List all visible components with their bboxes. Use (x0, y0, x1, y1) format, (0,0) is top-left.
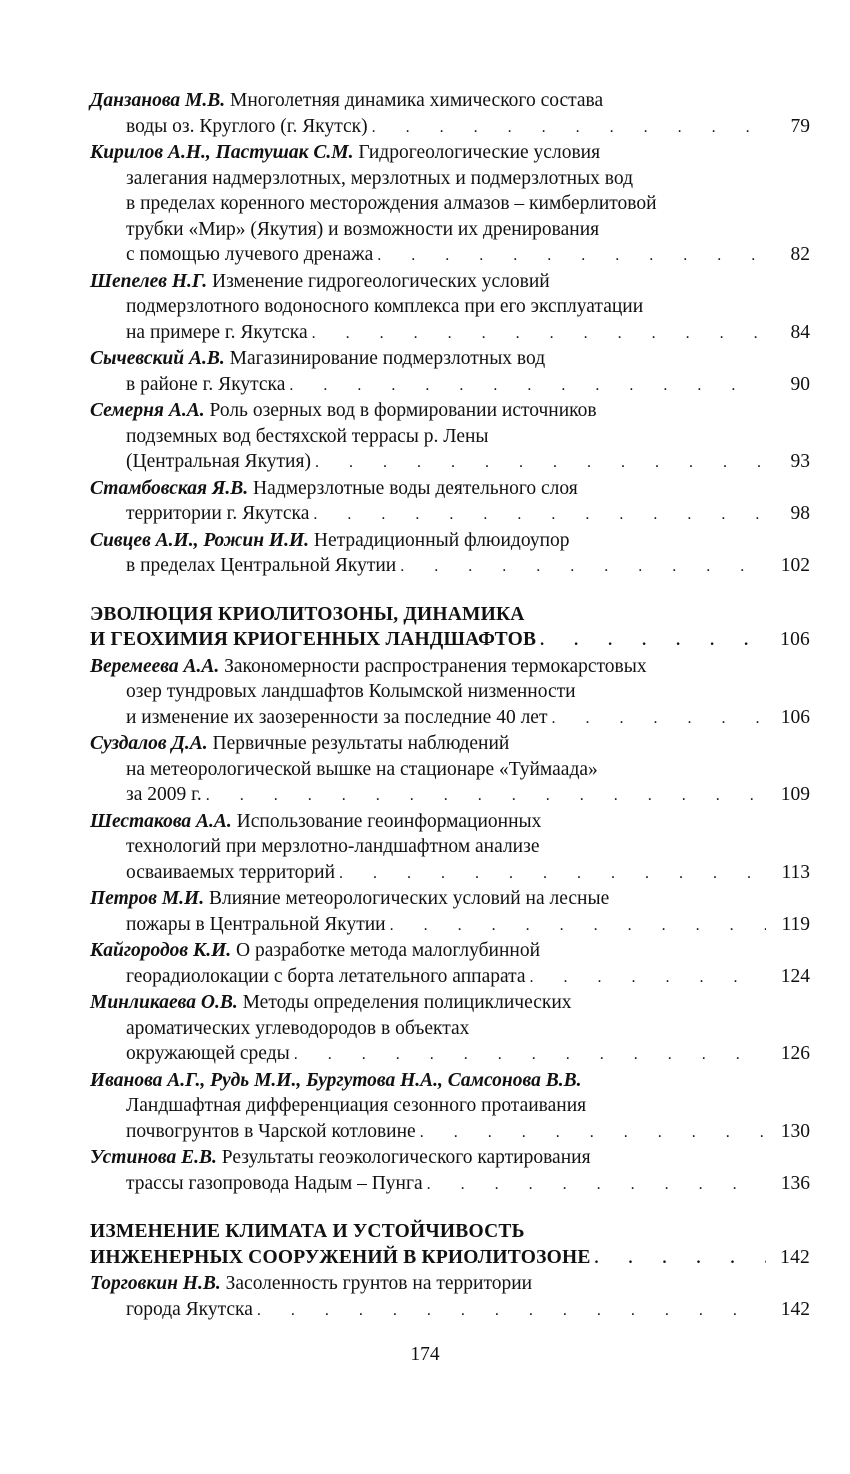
entry-last-line (90, 860, 810, 887)
entry-title-line: подземных вод бестяхской террасы р. Лены (126, 425, 489, 447)
dot-leader (595, 1246, 766, 1272)
entry-author: Петров М.И. (90, 888, 205, 909)
section-heading-line: ИЗМЕНЕНИЕ КЛИМАТА И УСТОЙЧИВОСТЬ (90, 1221, 525, 1242)
entry-last-line (90, 1041, 810, 1068)
dot-leader (339, 861, 766, 887)
entry-last-line (90, 320, 810, 347)
entry-title-end: георадиолокации с борта летательного аппарата (126, 965, 526, 987)
entry-author: Веремеева А.А. (90, 655, 220, 677)
toc-entry (90, 886, 810, 938)
page-ref: 142 (780, 1298, 810, 1320)
entry-last-line (90, 242, 810, 269)
page-ref: 90 (790, 373, 810, 395)
section-heading-climate (90, 1219, 810, 1271)
page-ref: 113 (781, 861, 810, 883)
page-ref: 79 (790, 115, 810, 137)
section-heading-line: И ГЕОХИМИЯ КРИОГЕННЫХ ЛАНДШАФТОВ (90, 629, 537, 650)
toc-entry (90, 1068, 810, 1146)
entry-last-line (90, 553, 810, 580)
page-ref: 102 (780, 555, 810, 576)
entry-title-line: ароматических углеводородов в объектах (126, 1017, 470, 1039)
entry-title-end: трассы газопровода Надым – Пунга (126, 1172, 423, 1194)
dot-leader (372, 115, 766, 141)
entry-author: Иванова А.Г., Рудь М.И., Бургутова Н.А., Самсонова В.В. (90, 1069, 582, 1091)
toc-entry (90, 269, 810, 347)
entry-author: Стамбовская Я.В. (90, 477, 249, 499)
entry-title-line: трубки «Мир» (Якутия) и возможности их дренирования (126, 218, 600, 240)
dot-leader (390, 913, 766, 939)
page-ref: 119 (781, 913, 810, 935)
entry-title-line: озер тундровых ландшафтов Колымской низменности (126, 681, 576, 702)
entry-first-line (90, 476, 810, 502)
entry-first-line (90, 346, 810, 372)
entry-author: Кайгородов К.И. (90, 940, 232, 961)
entry-title-start: Использование геоинформационных (236, 810, 542, 832)
toc-entry (90, 654, 810, 732)
entry-title-start: Надмерзлотные воды деятельного слоя (253, 477, 578, 499)
entry-title-start: Магазинирование подмерзлотных вод (229, 348, 546, 369)
toc-entry (90, 990, 810, 1068)
entry-last-line (90, 372, 810, 399)
page-ref: 82 (790, 244, 810, 265)
toc-entry (90, 88, 810, 140)
entries-group-b (90, 654, 810, 1198)
entry-last-line (90, 449, 810, 476)
section-heading-line: ИНЖЕНЕРНЫХ СООРУЖЕНИЙ В КРИОЛИТОЗОНЕ (90, 1246, 591, 1268)
entry-title-end: пожары в Центральной Якутии (126, 913, 386, 935)
entry-first-line (90, 1271, 810, 1297)
entry-author: Кирилов А.Н., Пастушак С.М. (90, 142, 354, 163)
entry-author: Шепелев Н.Г. (90, 270, 208, 292)
entry-title-end: осваиваемых территорий (126, 861, 336, 883)
entry-author: Данзанова М.В. (90, 90, 226, 111)
table-of-contents (90, 88, 810, 1323)
page-ref: 130 (780, 1120, 810, 1142)
dot-leader (427, 1172, 766, 1198)
entry-first-line (90, 990, 810, 1016)
toc-entry (90, 731, 810, 809)
entry-title-end: на примере г. Якутска (126, 321, 308, 343)
dot-leader (312, 321, 766, 347)
dot-leader (315, 450, 766, 476)
entry-last-line (90, 1297, 810, 1324)
toc-entry (90, 809, 810, 887)
dot-leader (377, 243, 766, 269)
page-ref: 106 (780, 629, 810, 650)
entry-title-line: технологий при мерзлотно-ландшафтном анализе (126, 836, 540, 857)
entry-author: Устинова Е.В. (90, 1147, 217, 1168)
entry-last-line (90, 964, 810, 991)
entry-last-line (90, 1171, 810, 1198)
entry-title-line: на метеорологической вышке на стационаре «Туймаада» (126, 758, 598, 780)
entry-title-start: Первичные результаты наблюдений (212, 733, 510, 754)
entry-title-end: за 2009 г. (126, 784, 202, 805)
entry-first-line (90, 809, 810, 835)
entry-first-line (90, 528, 810, 554)
entry-first-line (90, 1068, 810, 1094)
entry-title-start: Нетрадиционный флюидоупор (313, 529, 570, 551)
page-ref: 142 (780, 1246, 810, 1268)
page-ref: 84 (790, 321, 810, 343)
toc-entry (90, 346, 810, 398)
entry-first-line (90, 398, 810, 424)
dot-leader (257, 1298, 766, 1324)
toc-entry (90, 938, 810, 990)
entry-title-start: Роль озерных вод в формировании источников (209, 400, 597, 421)
entry-title-line: Ландшафтная дифференциация сезонного протаивания (126, 1095, 587, 1116)
dot-leader (540, 628, 766, 654)
entry-author: Шестакова А.А. (90, 810, 232, 832)
page-ref: 109 (780, 784, 810, 805)
entry-author: Суздалов Д.А. (90, 733, 208, 754)
toc-entry (90, 528, 810, 580)
entry-author: Сычевский А.В. (90, 348, 225, 369)
entry-title-start: Гидрогеологические условия (358, 142, 601, 163)
entry-title-start: О разработке метода малоглубинной (236, 940, 541, 961)
entry-title-end: территории г. Якутска (126, 503, 310, 524)
entry-title-end: в районе г. Якутска (126, 373, 286, 395)
toc-entry (90, 476, 810, 528)
entry-first-line (90, 140, 810, 166)
entries-group-a (90, 88, 810, 580)
entry-author: Сивцев А.И., Рожин И.И. (90, 529, 309, 551)
page-ref: 98 (790, 503, 810, 524)
toc-entry (90, 140, 810, 269)
entry-title-start: Методы определения полициклических (242, 992, 572, 1013)
entry-first-line (90, 654, 810, 680)
dot-leader (530, 965, 766, 991)
entry-title-end: (Центральная Якутия) (126, 451, 311, 472)
entry-title-start: Изменение гидрогеологических условий (211, 270, 550, 292)
entry-first-line (90, 731, 810, 757)
entry-title-line: в пределах коренного месторождения алмазов – кимберлитовой (126, 193, 657, 214)
entry-first-line (90, 938, 810, 964)
dot-leader (313, 502, 766, 528)
entry-title-start: Влияние метеорологических условий на лесные (208, 888, 610, 909)
entries-group-c (90, 1271, 810, 1323)
entry-first-line (90, 269, 810, 295)
entry-last-line (90, 501, 810, 528)
dot-leader (400, 554, 766, 580)
entry-last-line (90, 705, 810, 732)
entry-last-line (90, 912, 810, 939)
entry-last-line (90, 782, 810, 809)
entry-title-line: залегания надмерзлотных, мерзлотных и подмерзлотных вод (126, 167, 633, 189)
entry-title-end: с помощью лучевого дренажа (126, 244, 374, 265)
dot-leader (206, 783, 766, 809)
page-ref: 106 (780, 706, 810, 728)
entry-title-line: подмерзлотного водоносного комплекса при его эксплуатации (126, 296, 644, 317)
entry-author: Семерня А.А. (90, 400, 205, 421)
toc-entry (90, 1145, 810, 1197)
page-ref: 136 (780, 1172, 810, 1194)
entry-author: Торговкин Н.В. (90, 1273, 221, 1294)
entry-title-end: воды оз. Круглого (г. Якутск) (126, 115, 368, 137)
page-ref: 126 (780, 1043, 810, 1064)
entry-title-end: в пределах Центральной Якутии (126, 555, 397, 576)
page-ref: 93 (790, 451, 810, 472)
dot-leader (420, 1120, 766, 1146)
entry-title-start: Засоленность грунтов на территории (225, 1273, 533, 1294)
entry-title-end: города Якутска (126, 1298, 253, 1320)
entry-last-line (90, 1119, 810, 1146)
entry-author: Минликаева О.В. (90, 992, 238, 1013)
entry-first-line (90, 1145, 810, 1171)
dot-leader (551, 706, 766, 732)
entry-first-line (90, 886, 810, 912)
dot-leader (289, 373, 766, 399)
entry-title-end: и изменение их заозеренности за последние 40 лет (126, 706, 548, 728)
section-heading-evolution (90, 602, 810, 654)
section-heading-line: ЭВОЛЮЦИЯ КРИОЛИТОЗОНЫ, ДИНАМИКА (90, 603, 525, 625)
entry-title-end: окружающей среды (126, 1043, 290, 1064)
page-number: 174 (410, 1344, 440, 1365)
toc-entry (90, 398, 810, 476)
page-ref: 124 (780, 965, 810, 987)
entry-title-start: Результаты геоэкологического картирования (221, 1147, 591, 1168)
entry-first-line (90, 88, 810, 114)
entry-title-end: почвогрунтов в Чарской котловине (126, 1120, 416, 1142)
entry-title-start: Закономерности распространения термокарстовых (224, 655, 647, 677)
entry-title-start: Многолетняя динамика химического состава (230, 90, 604, 111)
dot-leader (294, 1042, 766, 1068)
entry-last-line (90, 114, 810, 141)
toc-entry (90, 1271, 810, 1323)
